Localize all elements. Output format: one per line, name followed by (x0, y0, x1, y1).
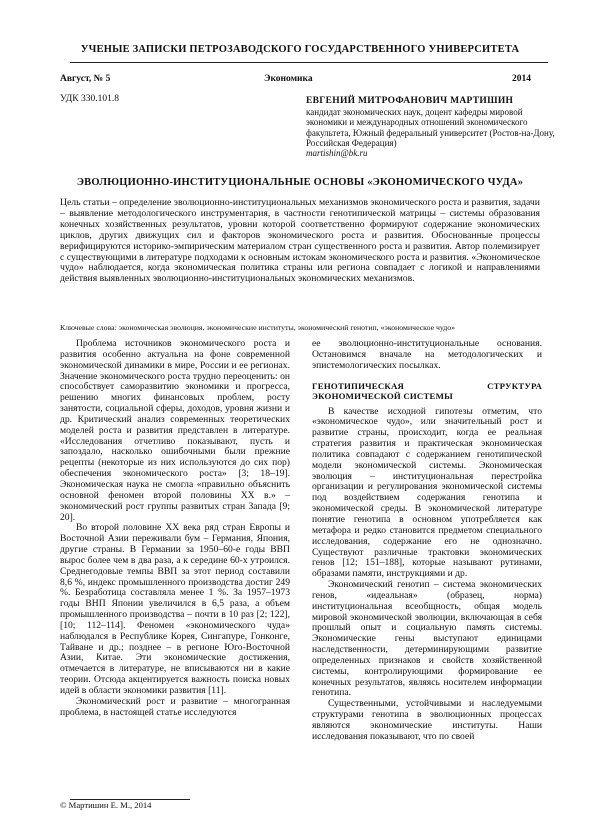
body-paragraph: Во второй половине XX века ряд стран Европы и Восточной Азии переживали бум – Германия, Япония, другие страны. В Германии за 1950–60-е годы ВВП вырос более чем в два раза, а к середине 60-х утроился. Среднегодовые темпы ВВП за этот период составили 8,6 %, индекс промышленного производства достиг 249 %. Безработица составляла менее 1 %. За 1957–1973 годы ВНП Японии увеличился в 6,5 раза, а объем промышленного производства – почти в 10 раз [2; 122], [10; 112–114]. Феномен «экономического чуда» наблюдался в Республике Корея, Сингапуре, Гонконге, Тайване и др.; позднее – в регионе Юго-Восточной Азии, Китае. Эти экономические достижения, отмечается в литературе, не вписываются ни в какие теории. Отсюда акцентируется важность поиска новых идей в области экономики развития [11]. (60, 522, 290, 696)
copyright: © Мартишин Е. М., 2014 (60, 800, 152, 810)
author-name: ЕВГЕНИЙ МИТРОФАНОВИЧ МАРТИШИН (306, 96, 514, 106)
body-paragraph: В качестве исходной гипотезы отметим, что «экономическое чудо», или значительный рост и развитие страны, происходит, когда ее реальная стратегия развития и практическая экономическая политика совпадают с содержанием генотипической модели экономической системы. Экономическая эволюция – институциональная перестройка организации и регулирования экономической системы под воздействием содержания генотипа и экономической среды. В экономической литературе понятие генотипа в основном употребляется как метафора и редко становится предметом специального исследования, содержание его не однозначно. Существуют различные трактовки экономических генов [12; 151–188], которые называют рутинами, образами памяти, инструкциями и др. (312, 405, 542, 580)
body-paragraph: Проблема источников экономического роста и развития особенно актуальна на фоне современной экономической динамики в мире, России и ее регионах. Значение экономического роста трудно переоценить: он способствует саморазвитию экономики и прогресса, решению многих финансовых проблем, росту занятости, социальной сферы, доходов, уровня жизни и др. Критический анализ современных теоретических моделей роста и развития представлен в литературе. «Исследования отчетливо показывают, пусть и запоздало, насколько ошибочными были прежние рецепты (некоторые из них используются до сих пор) обеспечения экономического роста» [3; 18–19]. Экономическая наука не смогла «правильно объяснить основной феномен второй половины XX в.» – экономический рост группы развитых стран Запада [9; 20]. (60, 338, 290, 523)
abstract: Цель статьи – определение эволюционно-институциональных механизмов экономического роста и развития, задачи – выявление методологического инструментария, в частности генотипической матрицы – системы образования конечных хозяйственных результатов, уровни которой соответственно формируют содержание экономических циклов, других движущих сил и факторов экономического роста и развития. Обоснованные процессы верифицируются историко-эмпирическим материалом стран существенного роста и развития. Автор полемизирует с существующими в литературе подходами к основным истокам экономического роста и развития. «Экономическое чудо» наблюдается, когда экономическая политика страны или региона совпадает с логикой и направлениями действия выявленных эволюционно-институциональных экономических механизмов. (60, 197, 540, 285)
section-heading: ГЕНОТИПИЧЕСКАЯ СТРУКТУРА ЭКОНОМИЧЕСКОЙ СИСТЕМЫ (312, 380, 542, 401)
section-label: Экономика (264, 74, 313, 84)
journal-title: УЧЕНЫЕ ЗАПИСКИ ПЕТРОЗАВОДСКОГО ГОСУДАРСТВЕННОГО УНИВЕРСИТЕТА (80, 44, 520, 55)
author-block (306, 96, 556, 158)
body-paragraph: ее эволюционно-институциональные основания. Остановимся вначале на методологических и эпистемологических посылках. (312, 338, 542, 371)
year-label: 2014 (512, 74, 531, 84)
body-paragraph: Существенными, устойчивыми и наследуемыми структурами генотипа в эволюционных процессах являются экономические институты. Наши исследования показывают, что по своей (312, 698, 542, 742)
author-affiliation: кандидат экономических наук, доцент кафедры мировой экономики и международных отношений экономического факультета, Южный федеральный университет (Ростов-на-Дону, Российская Федерация) (306, 107, 555, 148)
author-email[interactable]: martishin@bk.ru (306, 148, 368, 159)
body-paragraph: Экономический генотип – система экономических генов, «идеальная» (образец, норма) институциональная всеобщность, общая модель мировой экономической эволюции, включающая в себя прошлый опыт и социальную память системы. Экономические гены выступают единицами наследственности, детерминирующими развитие определенных признаков и свойств хозяйственной системы, контролирующими формирование ее конечных результатов, являясь носителем информации генотипа. (312, 579, 542, 699)
body-paragraph: Экономический рост и развитие – многогранная проблема, в настоящей статье исследуются (60, 695, 290, 718)
right-column (312, 339, 542, 743)
header-rule (70, 62, 548, 63)
issue-label: Август, № 5 (60, 74, 111, 84)
article-title: ЭВОЛЮЦИОННО-ИНСТИТУЦИОНАЛЬНЫЕ ОСНОВЫ «ЭКОНОМИЧЕСКОГО ЧУДА» (76, 177, 524, 188)
left-column (60, 339, 290, 719)
udk-code: УДК 330.101.8 (60, 94, 119, 104)
keywords: Ключевые слова: экономическая эволюция, экономические институты, экономический генотип, «экономическое чудо» (60, 323, 456, 332)
